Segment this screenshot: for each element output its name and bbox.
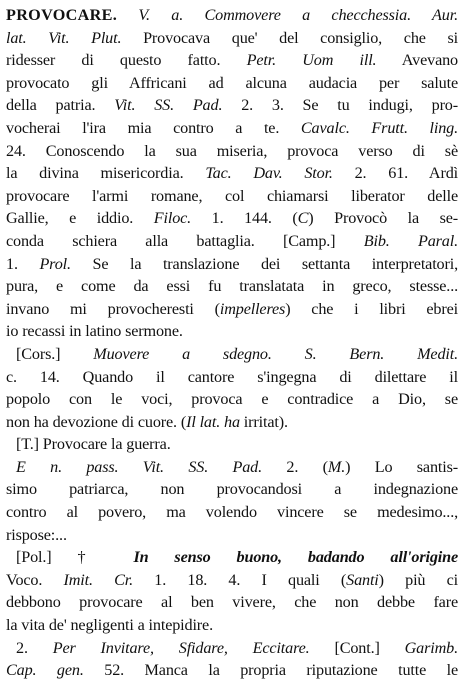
text-line [6, 94, 458, 117]
text-line [6, 185, 458, 208]
citation-text: Muovere a sdegno. S. Bern. Medit. [93, 344, 458, 363]
body-text: simo patriarca, non provocandosi a indegnazione [6, 480, 458, 499]
body-text: 1. [6, 254, 40, 273]
citation-text: Il lat. ha [186, 412, 240, 431]
text-line [6, 275, 458, 298]
body-text: 52. Manca la propria riputazione tutte le [83, 661, 458, 680]
body-text: [Pol.] † [16, 548, 134, 567]
text-line [6, 343, 458, 366]
body-text: Avevano [376, 51, 458, 70]
body-text: Se la translazione dei settanta interpretatori, [70, 254, 458, 273]
dictionary-entry-provocare [6, 4, 458, 682]
body-text: la vita de' negligenti a intepidire. [6, 616, 213, 635]
text-line [6, 366, 458, 389]
text-line [6, 433, 458, 456]
citation-text: Cavalc. Frutt. ling. [300, 118, 458, 137]
text-line [6, 546, 458, 569]
citation-text: Bib. Paral. [363, 231, 458, 250]
text-line [6, 388, 458, 411]
text-line [6, 4, 458, 27]
text-line [6, 614, 458, 637]
body-text: della patria. [6, 96, 115, 115]
text-line [6, 501, 458, 524]
body-text: ) Lo santis- [345, 457, 458, 476]
citation-text: Santi [346, 570, 379, 589]
text-line [6, 637, 458, 660]
text-line [6, 478, 458, 501]
body-text: 2. [16, 638, 53, 657]
body-text: invano mi provocheresti ( [6, 299, 220, 318]
text-line [6, 49, 458, 72]
text-line [6, 230, 458, 253]
text-line [6, 207, 458, 230]
text-line [6, 27, 458, 50]
text-line [6, 524, 458, 547]
citation-text: Vit. SS. Pad. [114, 96, 223, 115]
body-text: ) che i libri ebrei [285, 299, 458, 318]
body-text: c. 14. Quando il cantore s'ingegna di dilettare il [6, 367, 458, 386]
citation-text: Garimb. [404, 638, 458, 657]
body-text: pura, e come da essi fu translatata in greco, stesse... [6, 277, 458, 296]
text-line [6, 320, 458, 343]
text-line [6, 456, 458, 479]
body-text: [Cont.] [309, 638, 405, 657]
body-text: [T.] Provocare la guerra. [16, 435, 171, 454]
body-text: 2. 3. Se tu indugi, pro- [222, 96, 458, 115]
headword: PROVOCARE. [6, 6, 118, 24]
citation-text: E n. pass. Vit. SS. Pad. [16, 457, 263, 476]
text-line [6, 140, 458, 163]
body-text: ridesser di questo fatto. [6, 51, 247, 70]
body-text: [Cors.] [16, 344, 94, 363]
body-text: popolo con le voci, provoca e contradice a Dio, se [6, 390, 458, 409]
body-text: debbono provocare al ben vivere, che non debbe fare [6, 593, 458, 612]
text-line [6, 411, 458, 434]
body-text: io recassi in latino sermone. [6, 322, 183, 341]
text-line [6, 298, 458, 321]
citation-text: Petr. Uom ill. [246, 51, 377, 70]
body-text: 2. 61. Ardì [332, 164, 458, 183]
body-text: 1. 18. 4. I quali ( [133, 570, 347, 589]
body-text: conda schiera alla battaglia. [Camp.] [6, 231, 364, 250]
text-line [6, 72, 458, 95]
text-line [6, 659, 458, 682]
body-text: rispose:... [6, 525, 67, 544]
text-line [6, 117, 458, 140]
citation-text: Per Invitare, Sfidare, Eccitare. [52, 638, 310, 657]
body-text: 1. 144. ( [191, 209, 298, 228]
body-text: la divina misericordia. [6, 164, 206, 183]
body-text: non ha devozione di cuore. ( [6, 412, 187, 431]
citation-text: Tac. Dav. Stor. [205, 164, 333, 183]
text-line [6, 162, 458, 185]
body-text: ) più ci [378, 570, 458, 589]
text-line [6, 591, 458, 614]
body-text: Voco. [6, 570, 64, 589]
citation-text: V. a. Commovere a checchessia. Aur. [138, 6, 458, 24]
body-text: provocato gli Affricani ad alcuna audacia per salute [6, 73, 458, 92]
body-text: Provocava que' del consiglio, che si [121, 28, 458, 47]
citation-text: Prol. [39, 254, 71, 273]
citation-text: C [297, 209, 309, 228]
body-text: Gallie, e iddio. [6, 209, 154, 228]
body-text [117, 6, 138, 24]
body-text: vocherai l'ira mia contro a te. [6, 118, 301, 137]
text-line [6, 253, 458, 276]
body-text: contro al povero, ma volendo vincere se medesimo..., [6, 503, 458, 522]
body-text: ) Provocò la se- [308, 209, 458, 228]
text-line [6, 569, 458, 592]
citation-text: M. [327, 457, 346, 476]
sense-heading: In senso buono, badando all'origine [133, 548, 458, 567]
body-text: irritat). [239, 412, 288, 431]
body-text: 2. ( [262, 457, 328, 476]
body-text: provocare l'armi romane, col chiamarsi liberator delle [6, 186, 458, 205]
citation-text: Cap. gen. [6, 661, 84, 680]
citation-text: lat. Vit. Plut. [6, 28, 122, 47]
body-text: 24. Conoscendo la sua miseria, provoca verso di sè [6, 141, 458, 160]
citation-text: Imit. Cr. [63, 570, 134, 589]
citation-text: impelleres [219, 299, 286, 318]
citation-text: Filoc. [153, 209, 192, 228]
